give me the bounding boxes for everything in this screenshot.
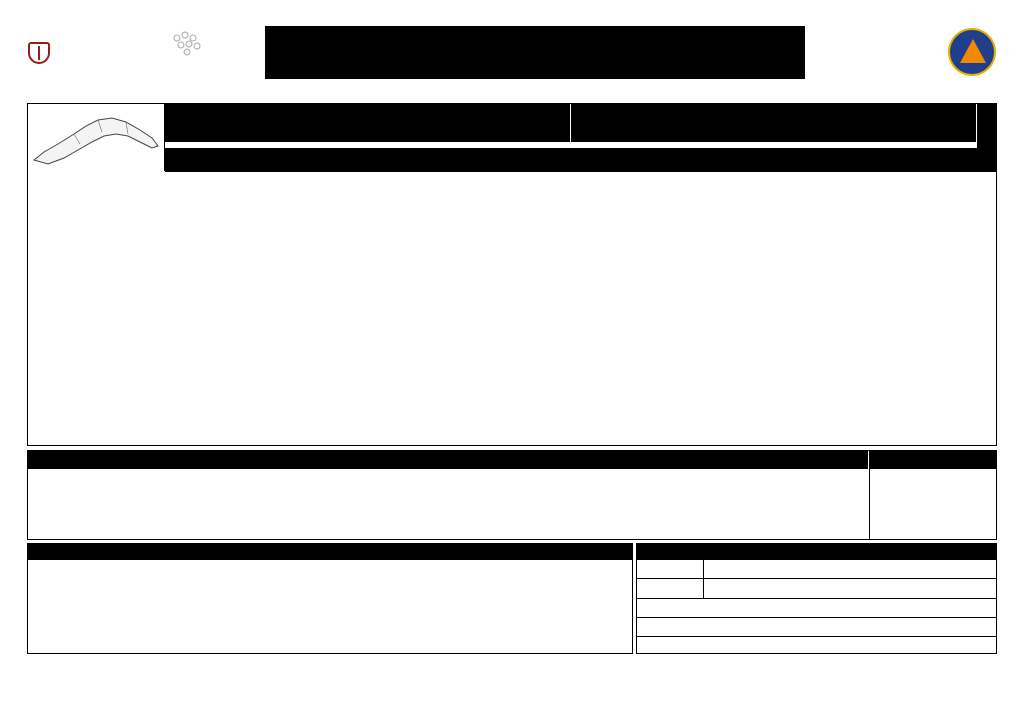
criticality-grid: [27, 103, 997, 446]
criticality-levels-table: [27, 543, 633, 654]
legend-row-medi: [637, 618, 996, 637]
legend-header: [637, 544, 996, 560]
arpal-logo: [26, 36, 146, 68]
hours-row: [165, 148, 977, 172]
triangle-icon: [960, 39, 986, 63]
snpa-logo: [165, 30, 245, 78]
day-header-today: [165, 104, 571, 142]
legend-key-cella: [637, 560, 704, 578]
snpa-dots-icon: [169, 30, 209, 56]
legend-row-cella: [637, 560, 996, 579]
tendenza-header: [977, 104, 997, 172]
legend-row-piccoli: [637, 599, 996, 618]
day-header-tomorrow: [571, 104, 977, 142]
legend-row-excl: [637, 579, 996, 599]
firma-box: [869, 469, 996, 539]
legend-row-grandi: [637, 637, 996, 656]
liguria-zone-map: [28, 104, 165, 171]
info-panel: [27, 450, 997, 540]
liguria-crest-icon: [28, 42, 50, 64]
legend-table: [636, 543, 997, 654]
info-header: [28, 451, 868, 469]
legend-key-excl: [637, 579, 704, 598]
legend-val-excl: [704, 579, 707, 598]
legend-val-cella: [704, 560, 707, 578]
liguria-map-icon: [28, 104, 165, 171]
protezione-civile-logo: [948, 28, 996, 76]
levels-header: [28, 544, 632, 560]
title-box: [265, 26, 805, 79]
firma-header: [868, 451, 996, 469]
